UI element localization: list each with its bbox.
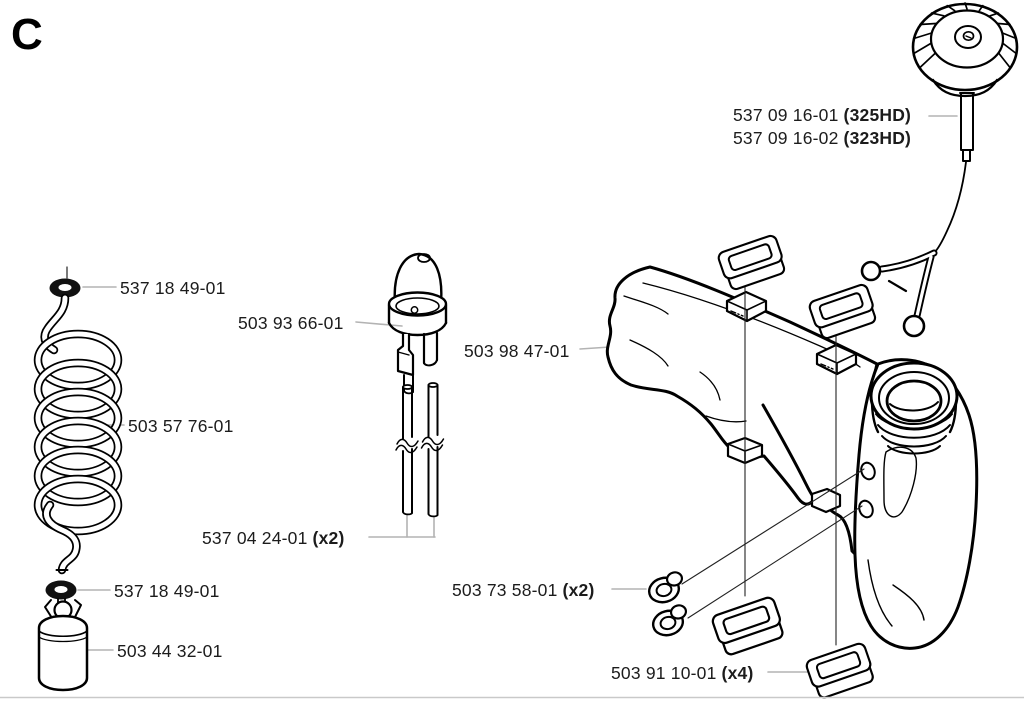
part-label-fuel-filter [117, 641, 223, 662]
tubes-drawing [396, 383, 444, 516]
part-number: 503 57 76-01 [128, 416, 234, 436]
part-number: 537 04 24-01 [202, 528, 308, 548]
part-label-tubes [202, 528, 344, 549]
tank-screws [646, 571, 691, 639]
part-label-fuel-cap-323hd [733, 128, 911, 149]
primer-bulb-drawing [389, 254, 446, 393]
part-number: 503 91 10-01 [611, 663, 717, 683]
part-number: 503 93 66-01 [238, 313, 344, 333]
part-number: 537 09 16-02 [733, 128, 839, 148]
part-label-clamp-top [120, 278, 226, 299]
part-label-fuel-tank [464, 341, 570, 362]
quantity-note: (x4) [721, 663, 754, 683]
part-number: 537 09 16-01 [733, 105, 839, 125]
fuel-cap-drawing [862, 3, 1017, 336]
part-number: 503 73 58-01 [452, 580, 558, 600]
part-number: 537 18 49-01 [114, 581, 220, 601]
cap-retainer [862, 253, 934, 336]
part-label-dampers [611, 663, 753, 684]
model-variant: (325HD) [843, 105, 912, 125]
part-number: 503 98 47-01 [464, 341, 570, 361]
part-number: 537 18 49-01 [120, 278, 226, 298]
part-label-primer-bulb [238, 313, 344, 334]
part-label-fuel-hose-coil [128, 416, 234, 437]
hose-assembly-drawing [38, 267, 118, 690]
quantity-note: (x2) [562, 580, 595, 600]
part-number: 503 44 32-01 [117, 641, 223, 661]
part-label-screws [452, 580, 594, 601]
clamp-bottom-drawing [46, 581, 77, 600]
fuel-filter-drawing [39, 599, 87, 690]
part-label-clamp-bottom [114, 581, 220, 602]
model-variant: (323HD) [843, 128, 912, 148]
part-label-fuel-cap-325hd [733, 105, 911, 126]
section-letter: C [11, 10, 43, 59]
quantity-note: (x2) [312, 528, 345, 548]
